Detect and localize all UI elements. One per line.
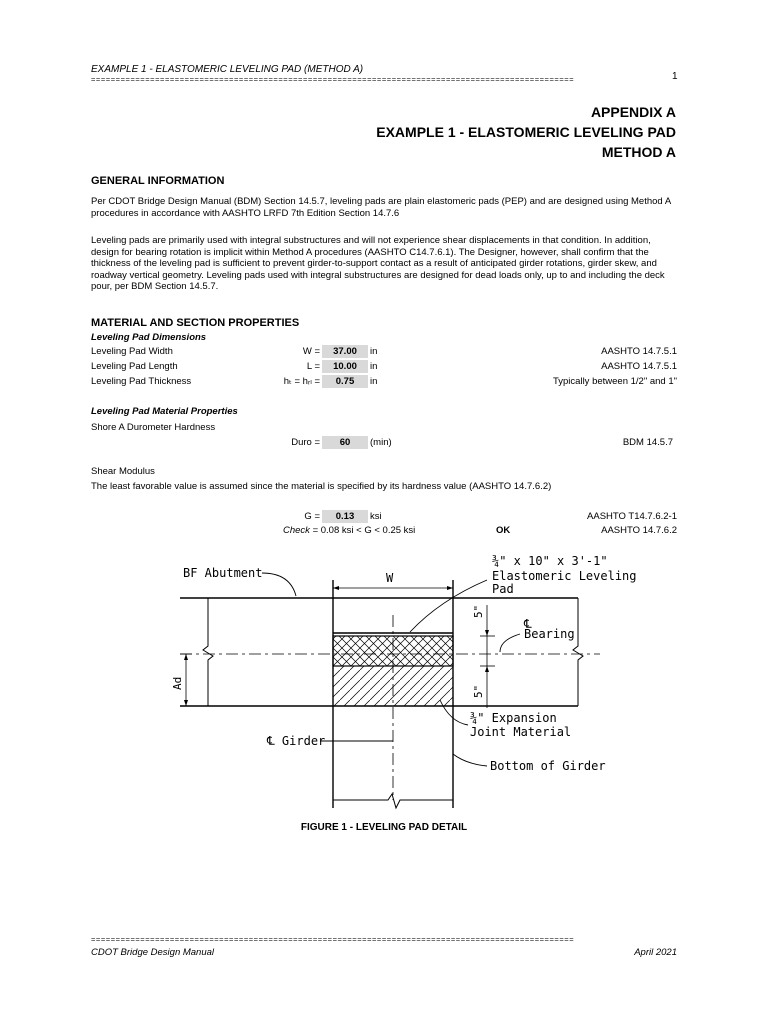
footer-right: April 2021 bbox=[634, 947, 677, 958]
header-rule: ================================================================================================== bbox=[91, 76, 575, 84]
check-reference: AASHTO 14.7.6.2 bbox=[601, 525, 677, 536]
g-unit: ksi bbox=[370, 511, 382, 522]
pad-label-line3: Pad bbox=[492, 582, 514, 596]
title-method: METHOD A bbox=[601, 144, 676, 160]
pad-label-line1: ¾" x 10" x 3'-1" bbox=[492, 554, 608, 568]
row-reference: AASHTO 14.7.5.1 bbox=[601, 361, 677, 372]
g-value: 0.13 bbox=[322, 510, 368, 523]
bottom-girder-label: Bottom of Girder bbox=[490, 759, 606, 773]
row-label: Leveling Pad Width bbox=[91, 346, 173, 357]
check-result: OK bbox=[496, 525, 511, 536]
durometer-reference: BDM 14.5.7 bbox=[622, 437, 673, 448]
durometer-variable: Duro = bbox=[291, 437, 320, 448]
row-value: 37.00 bbox=[322, 345, 368, 358]
bearing-label: Bearing bbox=[524, 627, 575, 641]
row-unit: in bbox=[370, 361, 378, 372]
right-break-line bbox=[573, 598, 583, 706]
section-general-heading: GENERAL INFORMATION bbox=[91, 175, 225, 187]
general-paragraph-2: Leveling pads are primarily used with integral substructures and will not experience shear displacements in that condition. In addition, design for bearing rotation is implicit within Method A procedures (AASHTO C14.7.6.1). The Designer, however, shall confirm that the thickness of the leveling pad is sufficient to prevent girder-to-support contact as a result of anticipated girder rotations, girder skew, and roadway vertical geometry. Leveling pads used with integral substructures are designed for dead loads only, up to and including the deck pour, per BDM Section 14.5.7. bbox=[91, 235, 665, 292]
g-reference: AASHTO T14.7.6.2-1 bbox=[587, 511, 677, 522]
g-variable: G = bbox=[304, 511, 320, 522]
bearing-leader bbox=[500, 634, 520, 652]
row-variable: L = bbox=[306, 361, 320, 372]
row-value: 10.00 bbox=[322, 360, 368, 373]
page-number: 1 bbox=[672, 71, 678, 82]
row-reference: Typically between 1/2" and 1" bbox=[553, 376, 677, 387]
figure-caption: FIGURE 1 - LEVELING PAD DETAIL bbox=[300, 822, 468, 833]
row-reference: AASHTO 14.7.5.1 bbox=[601, 346, 677, 357]
running-header: EXAMPLE 1 - ELASTOMERIC LEVELING PAD (METHOD A) bbox=[91, 64, 364, 75]
section-material-heading: MATERIAL AND SECTION PROPERTIES bbox=[91, 317, 300, 329]
girder-cl-label: ℄ Girder bbox=[267, 734, 326, 748]
row-label: Leveling Pad Thickness bbox=[91, 376, 192, 387]
footer-rule: ================================================================================================== bbox=[91, 936, 575, 944]
row-unit: in bbox=[370, 346, 378, 357]
check-label: Check bbox=[283, 525, 310, 536]
expansion-label-line1: ¾" Expansion bbox=[470, 711, 557, 725]
durometer-value: 60 bbox=[322, 436, 368, 449]
row-variable: W = bbox=[302, 346, 320, 357]
left-break-line bbox=[203, 598, 213, 706]
dimensions-subheading: Leveling Pad Dimensions bbox=[91, 332, 207, 343]
abutment-leader bbox=[262, 573, 296, 596]
abutment-label: BF Abutment bbox=[183, 566, 263, 580]
bearing-cl-symbol: ℄ bbox=[524, 617, 532, 631]
row-label: Leveling Pad Length bbox=[91, 361, 178, 372]
material-props-subheading: Leveling Pad Material Properties bbox=[91, 406, 238, 417]
w-label: W bbox=[386, 571, 394, 585]
bottom-girder-leader bbox=[453, 754, 487, 766]
footer-left: CDOT Bridge Design Manual bbox=[91, 947, 215, 958]
expansion-label-line2: Joint Material bbox=[470, 725, 572, 739]
five-inch-bottom-label: 5" bbox=[472, 684, 485, 698]
pad-label-line2: Elastomeric Leveling bbox=[492, 569, 637, 583]
ad-label: Ad bbox=[171, 676, 184, 690]
general-paragraph-1: Per CDOT Bridge Design Manual (BDM) Section 14.5.7, leveling pads are plain elastomeric pads (PEP) and are designed using Method A procedures in accordance with AASHTO LRFD 7th Edition Section 14.7.6 bbox=[91, 196, 671, 219]
girder-break-line bbox=[333, 794, 453, 808]
check-expression: = 0.08 ksi < G < 0.25 ksi bbox=[309, 525, 416, 536]
durometer-label: Shore A Durometer Hardness bbox=[91, 422, 216, 433]
row-value: 0.75 bbox=[322, 375, 368, 388]
shear-modulus-note: The least favorable value is assumed since the material is specified by its hardness value (AASHTO 14.7.6.2) bbox=[91, 481, 552, 492]
title-example: EXAMPLE 1 - ELASTOMERIC LEVELING PAD bbox=[376, 124, 676, 140]
durometer-unit: (min) bbox=[370, 437, 392, 448]
five-inch-top-label: 5" bbox=[472, 604, 485, 618]
title-appendix: APPENDIX A bbox=[590, 104, 676, 120]
shear-modulus-label: Shear Modulus bbox=[91, 466, 155, 477]
row-unit: in bbox=[370, 376, 378, 387]
row-variable: hₜ = hᵣₗ = bbox=[283, 376, 320, 387]
